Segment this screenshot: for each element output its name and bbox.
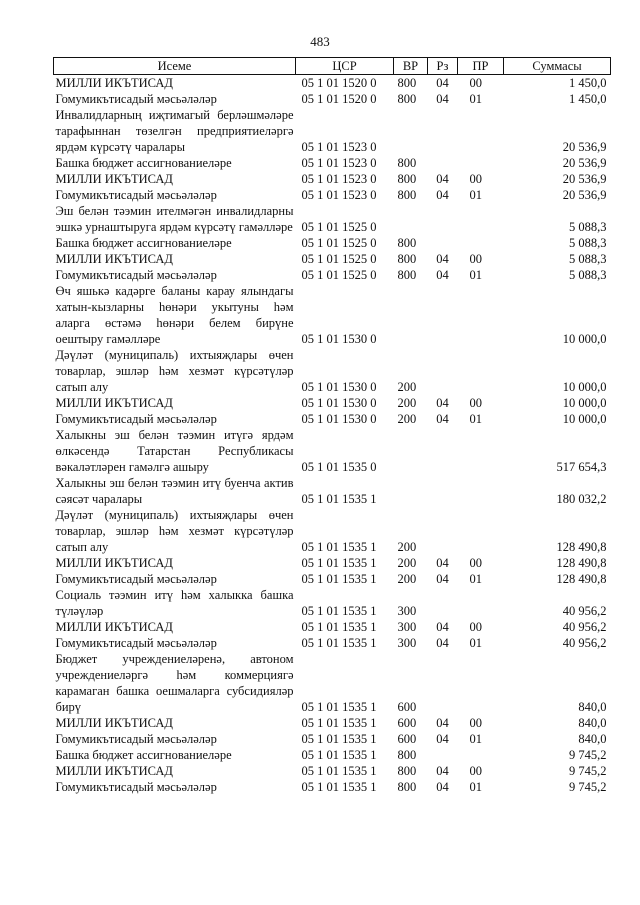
row-rz: 04 (436, 620, 449, 634)
row-rz: 04 (436, 268, 449, 282)
row-rz (428, 235, 458, 251)
row-sum: 5 088,3 (569, 252, 607, 266)
row-sum: 40 956,2 (562, 636, 607, 650)
header-vr: ВР (394, 58, 428, 75)
row-vr: 200 (397, 540, 417, 554)
table-row (54, 75, 611, 92)
row-csr: 05 1 01 1523 0 (301, 140, 377, 154)
row-pr (458, 347, 504, 395)
header-name: Исеме (54, 58, 296, 75)
row-csr: 05 1 01 1535 1 (301, 732, 377, 746)
row-rz (428, 507, 458, 555)
row-name: Бюджет учреждениеләренә, автоном учреждениеләргә һәм коммерциягә карамаган башка оешмаларга субсидияләр бирү (55, 652, 294, 714)
row-vr: 800 (397, 748, 417, 762)
row-sum: 10 000,0 (562, 332, 607, 346)
row-name: Башка бюджет ассигнованиеләре (55, 748, 232, 762)
table-row (54, 651, 611, 715)
row-vr: 800 (397, 236, 417, 250)
row-csr: 05 1 01 1535 1 (301, 556, 377, 570)
row-sum: 9 745,2 (569, 764, 607, 778)
table-row (54, 475, 611, 507)
row-name: Дәүләт (муниципаль) ихтыяҗлары өчен товарлар, эшләр һәм хезмәт күрсәтүләр сатып алу (55, 348, 294, 394)
table-row (54, 427, 611, 475)
row-sum: 10 000,0 (562, 396, 607, 410)
row-sum: 5 088,3 (569, 220, 607, 234)
row-name: МИЛЛИ ИКЪТИСАД (55, 76, 173, 90)
row-vr: 200 (397, 396, 417, 410)
row-sum: 20 536,9 (562, 188, 607, 202)
row-vr: 800 (397, 156, 417, 170)
row-pr (458, 587, 504, 619)
row-vr: 200 (397, 380, 417, 394)
row-rz (428, 283, 458, 347)
row-sum: 10 000,0 (562, 380, 607, 394)
row-name: Башка бюджет ассигнованиеләре (55, 236, 232, 250)
row-name: Гомумикътисадый мәсьәләләр (55, 92, 217, 106)
row-rz (428, 155, 458, 171)
row-name: Гомумикътисадый мәсьәләләр (55, 732, 217, 746)
row-name: МИЛЛИ ИКЪТИСАД (55, 172, 173, 186)
row-name: МИЛЛИ ИКЪТИСАД (55, 396, 173, 410)
row-csr: 05 1 01 1520 0 (301, 92, 377, 106)
header-sum: Суммасы (504, 58, 611, 75)
table-row (54, 203, 611, 235)
row-pr (458, 507, 504, 555)
row-vr (394, 107, 428, 155)
table-row (54, 251, 611, 267)
row-csr: 05 1 01 1525 0 (301, 236, 377, 250)
row-rz: 04 (436, 556, 449, 570)
row-name: Гомумикътисадый мәсьәләләр (55, 572, 217, 586)
table-row (54, 635, 611, 651)
row-sum: 1 450,0 (569, 92, 607, 106)
row-rz: 04 (436, 252, 449, 266)
table-row (54, 731, 611, 747)
row-csr: 05 1 01 1535 1 (301, 620, 377, 634)
row-rz (428, 475, 458, 507)
row-rz: 04 (436, 172, 449, 186)
row-csr: 05 1 01 1525 0 (301, 220, 377, 234)
row-csr: 05 1 01 1525 0 (301, 252, 377, 266)
row-sum: 40 956,2 (562, 604, 607, 618)
row-pr: 01 (469, 732, 482, 746)
row-name: Гомумикътисадый мәсьәләләр (55, 412, 217, 426)
row-rz: 04 (436, 188, 449, 202)
table-row (54, 779, 611, 795)
page-number: 483 (310, 34, 330, 49)
table-row (54, 395, 611, 411)
header-rz: Рз (428, 58, 458, 75)
row-vr (394, 475, 428, 507)
row-pr: 00 (469, 396, 482, 410)
row-csr: 05 1 01 1535 1 (301, 604, 377, 618)
row-rz (428, 427, 458, 475)
row-sum: 128 490,8 (556, 540, 607, 554)
row-rz (428, 747, 458, 763)
row-name: МИЛЛИ ИКЪТИСАД (55, 556, 173, 570)
row-sum: 5 088,3 (569, 268, 607, 282)
row-name: Халыкны эш белән тәэмин итү буенча актив сәясәт чаралары (55, 476, 294, 506)
table-row (54, 347, 611, 395)
row-pr: 01 (469, 412, 482, 426)
row-vr: 200 (397, 556, 417, 570)
row-csr: 05 1 01 1535 1 (301, 748, 377, 762)
row-vr: 800 (397, 76, 417, 90)
row-pr: 00 (469, 764, 482, 778)
row-csr: 05 1 01 1530 0 (301, 412, 377, 426)
table-body (54, 75, 611, 796)
row-sum: 20 536,9 (562, 172, 607, 186)
row-rz: 04 (436, 636, 449, 650)
table-row (54, 91, 611, 107)
row-sum: 128 490,8 (556, 556, 607, 570)
row-pr (458, 283, 504, 347)
row-vr: 600 (397, 732, 417, 746)
row-sum: 40 956,2 (562, 620, 607, 634)
row-rz: 04 (436, 76, 449, 90)
row-pr: 01 (469, 188, 482, 202)
header-csr: ЦСР (296, 58, 394, 75)
row-vr: 300 (397, 620, 417, 634)
row-rz (428, 107, 458, 155)
row-sum: 9 745,2 (569, 748, 607, 762)
row-rz: 04 (436, 572, 449, 586)
row-csr: 05 1 01 1523 0 (301, 188, 377, 202)
table-row (54, 555, 611, 571)
row-csr: 05 1 01 1535 1 (301, 636, 377, 650)
row-pr: 01 (469, 92, 482, 106)
row-name: Эш белән тәэмин ителмәгән инвалидларны эшкә урнаштыруга ярдәм күрсәтү гамәлләре (55, 204, 294, 234)
row-sum: 840,0 (578, 716, 607, 730)
row-name: Гомумикътисадый мәсьәләләр (55, 780, 217, 794)
row-vr (394, 283, 428, 347)
row-vr: 800 (397, 172, 417, 186)
row-csr: 05 1 01 1535 1 (301, 540, 377, 554)
row-csr: 05 1 01 1535 1 (301, 764, 377, 778)
row-name: Гомумикътисадый мәсьәләләр (55, 636, 217, 650)
table-row (54, 267, 611, 283)
row-pr (458, 107, 504, 155)
row-csr: 05 1 01 1535 1 (301, 716, 377, 730)
row-csr: 05 1 01 1530 0 (301, 396, 377, 410)
row-csr: 05 1 01 1520 0 (301, 76, 377, 90)
row-pr (458, 155, 504, 171)
row-pr: 01 (469, 636, 482, 650)
row-name: МИЛЛИ ИКЪТИСАД (55, 252, 173, 266)
row-vr: 200 (397, 412, 417, 426)
row-vr: 600 (397, 700, 417, 714)
row-rz: 04 (436, 92, 449, 106)
row-sum: 128 490,8 (556, 572, 607, 586)
row-pr: 00 (469, 620, 482, 634)
row-vr: 800 (397, 764, 417, 778)
table-row (54, 747, 611, 763)
row-name: Башка бюджет ассигнованиеләре (55, 156, 232, 170)
table-row (54, 235, 611, 251)
row-rz: 04 (436, 732, 449, 746)
table-row (54, 763, 611, 779)
table-row (54, 507, 611, 555)
row-pr: 00 (469, 252, 482, 266)
table-row (54, 587, 611, 619)
row-pr: 00 (469, 172, 482, 186)
table-row (54, 187, 611, 203)
row-sum: 840,0 (578, 732, 607, 746)
row-pr: 00 (469, 76, 482, 90)
row-csr: 05 1 01 1530 0 (301, 332, 377, 346)
budget-table (53, 57, 611, 795)
row-rz: 04 (436, 412, 449, 426)
row-pr: 00 (469, 556, 482, 570)
row-pr (458, 427, 504, 475)
row-csr: 05 1 01 1535 1 (301, 492, 377, 506)
row-vr: 300 (397, 604, 417, 618)
table-row (54, 107, 611, 155)
table-row (54, 411, 611, 427)
row-vr: 800 (397, 268, 417, 282)
row-pr (458, 203, 504, 235)
table-header-row (54, 58, 611, 75)
row-name: МИЛЛИ ИКЪТИСАД (55, 716, 173, 730)
row-sum: 20 536,9 (562, 140, 607, 154)
row-csr: 05 1 01 1535 1 (301, 780, 377, 794)
row-vr: 800 (397, 188, 417, 202)
row-sum: 10 000,0 (562, 412, 607, 426)
row-rz: 04 (436, 716, 449, 730)
row-vr: 200 (397, 572, 417, 586)
row-vr: 300 (397, 636, 417, 650)
row-vr (394, 203, 428, 235)
row-csr: 05 1 01 1523 0 (301, 156, 377, 170)
row-name: Социаль тәэмин итү һәм халыкка башка түләүләр (55, 588, 294, 618)
table-row (54, 715, 611, 731)
row-rz (428, 651, 458, 715)
row-vr (394, 427, 428, 475)
row-sum: 517 654,3 (556, 460, 607, 474)
row-sum: 840,0 (578, 700, 607, 714)
row-pr: 01 (469, 268, 482, 282)
row-pr (458, 651, 504, 715)
row-rz: 04 (436, 780, 449, 794)
row-rz (428, 347, 458, 395)
row-pr (458, 235, 504, 251)
row-pr: 01 (469, 572, 482, 586)
row-rz (428, 203, 458, 235)
row-name: Өч яшькә кадәрге баланы карау ялындагы хатын-кызларны һөнәри укытуны һәм аларга өстәмә һөнәри белем бирүне оештыру гамәлләре (55, 284, 294, 346)
row-csr: 05 1 01 1535 1 (301, 700, 377, 714)
row-csr: 05 1 01 1535 0 (301, 460, 377, 474)
row-pr (458, 747, 504, 763)
row-sum: 180 032,2 (556, 492, 607, 506)
row-csr: 05 1 01 1523 0 (301, 172, 377, 186)
table-row (54, 155, 611, 171)
row-sum: 9 745,2 (569, 780, 607, 794)
row-name: МИЛЛИ ИКЪТИСАД (55, 764, 173, 778)
row-name: МИЛЛИ ИКЪТИСАД (55, 620, 173, 634)
row-csr: 05 1 01 1535 1 (301, 572, 377, 586)
row-pr: 00 (469, 716, 482, 730)
header-pr: ПР (458, 58, 504, 75)
row-rz: 04 (436, 764, 449, 778)
row-name: Инвалидларның иҗтимагый берләшмәләре тарафыннан төзелгән предприятиеләргә ярдәм күрсәтү чаралары (55, 108, 294, 154)
table-row (54, 571, 611, 587)
row-vr: 600 (397, 716, 417, 730)
row-csr: 05 1 01 1530 0 (301, 380, 377, 394)
row-sum: 5 088,3 (569, 236, 607, 250)
row-name: Гомумикътисадый мәсьәләләр (55, 268, 217, 282)
table-row (54, 619, 611, 635)
row-vr: 800 (397, 780, 417, 794)
row-csr: 05 1 01 1525 0 (301, 268, 377, 282)
row-name: Дәүләт (муниципаль) ихтыяҗлары өчен товарлар, эшләр һәм хезмәт күрсәтүләр сатып алу (55, 508, 294, 554)
row-rz (428, 587, 458, 619)
row-sum: 1 450,0 (569, 76, 607, 90)
row-pr (458, 475, 504, 507)
row-name: Гомумикътисадый мәсьәләләр (55, 188, 217, 202)
row-vr: 800 (397, 252, 417, 266)
row-pr: 01 (469, 780, 482, 794)
table-row (54, 283, 611, 347)
row-vr: 800 (397, 92, 417, 106)
row-rz: 04 (436, 396, 449, 410)
table-row (54, 171, 611, 187)
row-sum: 20 536,9 (562, 156, 607, 170)
row-name: Халыкны эш белән тәэмин итүгә ярдәм өлкәсендә Татарстан Республикасы вәкаләтләрен гамәлгә ашыру (55, 428, 294, 474)
